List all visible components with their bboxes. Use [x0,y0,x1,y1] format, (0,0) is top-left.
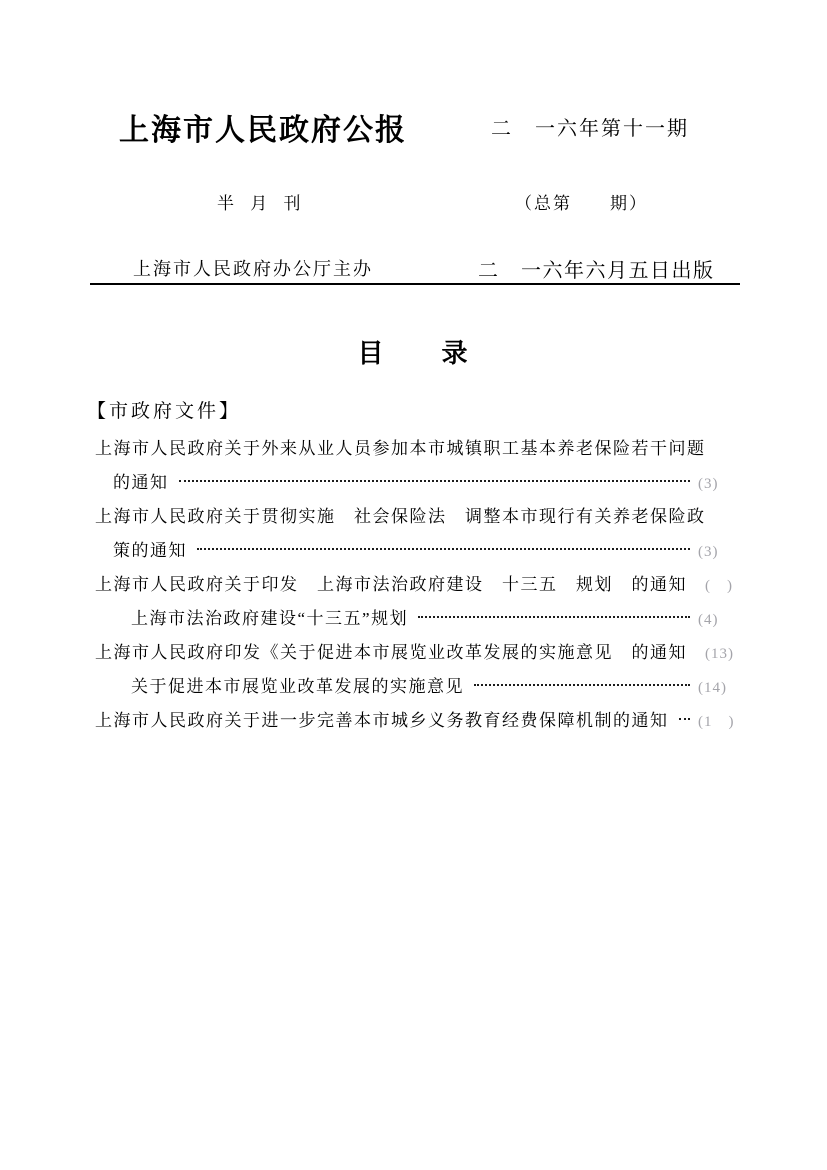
toc-line [95,502,740,526]
toc-entry-text: 上海市人民政府关于印发 上海市法治政府建设 十三五 规划 的通知 [95,575,687,594]
toc-entry-text: 上海市人民政府关于外来从业人员参加本市城镇职工基本养老保险若干问题 [95,439,706,458]
toc-page-number: (3) [698,544,719,560]
toc-entry-text: 上海市人民政府关于贯彻实施 社会保险法 调整本市现行有关养老保险政 [95,507,706,526]
toc-heading: 目 录 [357,339,470,368]
toc-line [95,570,740,594]
toc-line [95,604,740,628]
toc-list [95,434,740,740]
toc-entry-text: 上海市人民政府关于进一步完善本市城乡义务教育经费保障机制的通知 [95,711,669,730]
toc-page-number: ( ) [705,578,733,594]
total-issue-label: （总第 期） [515,194,648,213]
toc-entry-text: 关于促进本市展览业改革发展的实施意见 [131,677,464,696]
dotted-leader [179,480,691,482]
issue-number: 二 一六年第十一期 [491,118,689,140]
dotted-leader [474,684,690,686]
toc-page-number: (1 ) [698,714,735,730]
dotted-leader [679,718,691,720]
periodicity-label: 半 月 刊 [217,194,307,213]
dotted-leader [197,548,690,550]
toc-line [95,706,740,730]
toc-entry-text: 上海市法治政府建设“十三五”规划 [131,609,409,628]
dotted-leader [418,616,690,618]
toc-line [95,672,740,696]
toc-line [95,536,740,560]
publish-date: 二 一六年六月五日出版 [478,260,715,282]
toc-entry-text: 的通知 [113,473,169,492]
organizer-label: 上海市人民政府办公厅主办 [133,259,373,279]
toc-entry-text: 策的通知 [113,541,187,560]
toc-entry-text: 上海市人民政府印发《关于促进本市展览业改革发展的实施意见 的通知 [95,643,687,662]
toc-line [95,468,740,492]
toc-page-number: (3) [698,476,719,492]
toc-page-number: (14) [698,680,727,696]
masthead-divider [90,283,740,285]
toc-page-number: (13) [705,646,734,662]
toc-page-number: (4) [698,612,719,628]
toc-line [95,638,740,662]
toc-line [95,434,740,458]
toc-section-label: 【市政府文件】 [87,401,242,422]
gazette-title: 上海市人民政府公报 [119,114,407,147]
